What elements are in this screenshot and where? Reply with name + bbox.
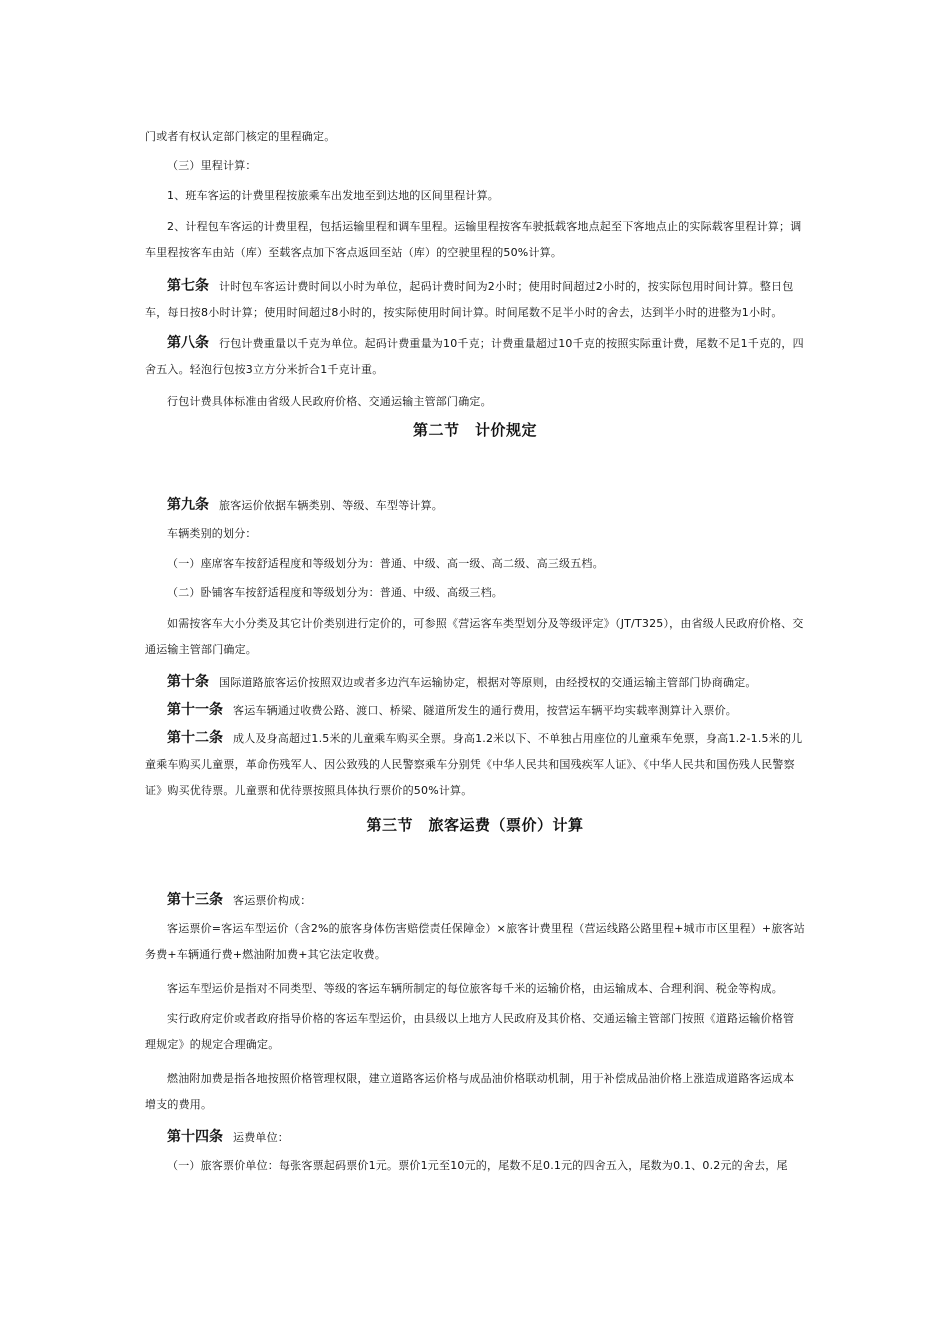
- article-label: 第十三条: [167, 892, 223, 908]
- paragraph: 1、班车客运的计费里程按旅乘车出发地至到达地的区间里程计算。: [167, 189, 499, 202]
- section-title: 第三节 旅客运费（票价）计算: [366, 816, 584, 834]
- paragraph: 燃油附加费是指各地按照价格管理权限，建立道路客运价格与成品油价格联动机制，用于补偿成品油价格上涨造成道路客运成本增支的费用。: [145, 1072, 795, 1111]
- article-14: [145, 1124, 805, 1151]
- article-9: [145, 492, 805, 519]
- article-8: [145, 330, 805, 383]
- article-7: [145, 273, 805, 326]
- paragraph: 2、计程包车客运的计费里程，包括运输里程和调车里程。运输里程按客车驶抵载客地点起至下客地点止的实际载客里程计算；调车里程按客车由站（库）至载客点加下客点返回至站（库）的空驶里程的50%计算。: [145, 220, 802, 259]
- article-label: 第十一条: [167, 702, 223, 718]
- article-11: [145, 697, 805, 724]
- article-label: 第七条: [167, 278, 209, 294]
- paragraph: 行包计费具体标准由省级人民政府价格、交通运输主管部门确定。: [167, 395, 492, 408]
- article-text: 计时包车客运计费时间以小时为单位，起码计费时间为2小时；使用时间超过2小时的，按实际包用时间计算。整日包车，每日按8小时计算；使用时间超过8小时的，按实际使用时间计算。时间尾数不足半小时的舍去，达到半小时的进整为1小时。: [145, 280, 794, 319]
- article-label: 第八条: [167, 335, 209, 351]
- article-text: 客运票价构成：: [233, 894, 312, 907]
- paragraph: 如需按客车大小分类及其它计价类别进行定价的，可参照《营运客车类型划分及等级评定》（JT/T325），由省级人民政府价格、交通运输主管部门确定。: [145, 617, 804, 656]
- article-label: 第九条: [167, 497, 209, 513]
- article-12: [145, 725, 805, 804]
- paragraph: （一）座席客车按舒适程度和等级划分为：普通、中级、高一级、高二级、高三级五档。: [167, 557, 604, 570]
- article-label: 第十条: [167, 674, 209, 690]
- article-text: 成人及身高超过1.5米的儿童乘车购买全票。身高1.2米以下、不单独占用座位的儿童乘车免票，身高1.2-1.5米的儿童乘车购买儿童票，革命伤残军人、因公致残的人民警察乘车分别凭《中华人民共和国残疾军人证》、《中华人民共和国伤残人民警察证》购买优待票。儿童票和优待票按照具体执行票价的50%计算。: [145, 732, 803, 797]
- section-title: 第二节 计价规定: [412, 421, 537, 439]
- article-label: 第十四条: [167, 1129, 223, 1145]
- article-13: [145, 887, 805, 914]
- paragraph: （一）旅客票价单位：每张客票起码票价1元。票价1元至10元的，尾数不足0.1元的四舍五入，尾数为0.1、0.2元的舍去，尾: [167, 1159, 788, 1172]
- paragraph: 车辆类别的划分：: [167, 527, 257, 540]
- paragraph: （二）卧铺客车按舒适程度和等级划分为：普通、中级、高级三档。: [167, 586, 503, 599]
- paragraph: （三）里程计算：: [167, 159, 257, 172]
- article-text: 客运车辆通过收费公路、渡口、桥梁、隧道所发生的通行费用，按营运车辆平均实载率测算计入票价。: [233, 704, 737, 717]
- article-text: 行包计费重量以千克为单位。起码计费重量为10千克；计费重量超过10千克的按照实际重计费，尾数不足1千克的，四舍五入。轻泡行包按3立方分米折合1千克计重。: [145, 337, 804, 376]
- paragraph: 客运车型运价是指对不同类型、等级的客运车辆所制定的每位旅客每千米的运输价格，由运输成本、合理利润、税金等构成。: [167, 982, 783, 995]
- article-10: [145, 669, 805, 696]
- article-text: 运费单位：: [233, 1131, 289, 1144]
- article-text: 旅客运价依据车辆类别、等级、车型等计算。: [219, 499, 443, 512]
- paragraph: 实行政府定价或者政府指导价格的客运车型运价，由县级以上地方人民政府及其价格、交通运输主管部门按照《道路运输价格管理规定》的规定合理确定。: [145, 1012, 795, 1051]
- paragraph: 客运票价=客运车型运价（含2%的旅客身体伤害赔偿责任保障金）×旅客计费里程（营运线路公路里程+城市市区里程）+旅客站务费+车辆通行费+燃油附加费+其它法定收费。: [145, 922, 805, 961]
- article-label: 第十二条: [167, 730, 223, 746]
- article-text: 国际道路旅客运价按照双边或者多边汽车运输协定，根据对等原则，由经授权的交通运输主管部门协商确定。: [219, 676, 757, 689]
- paragraph: 门或者有权认定部门核定的里程确定。: [145, 130, 336, 143]
